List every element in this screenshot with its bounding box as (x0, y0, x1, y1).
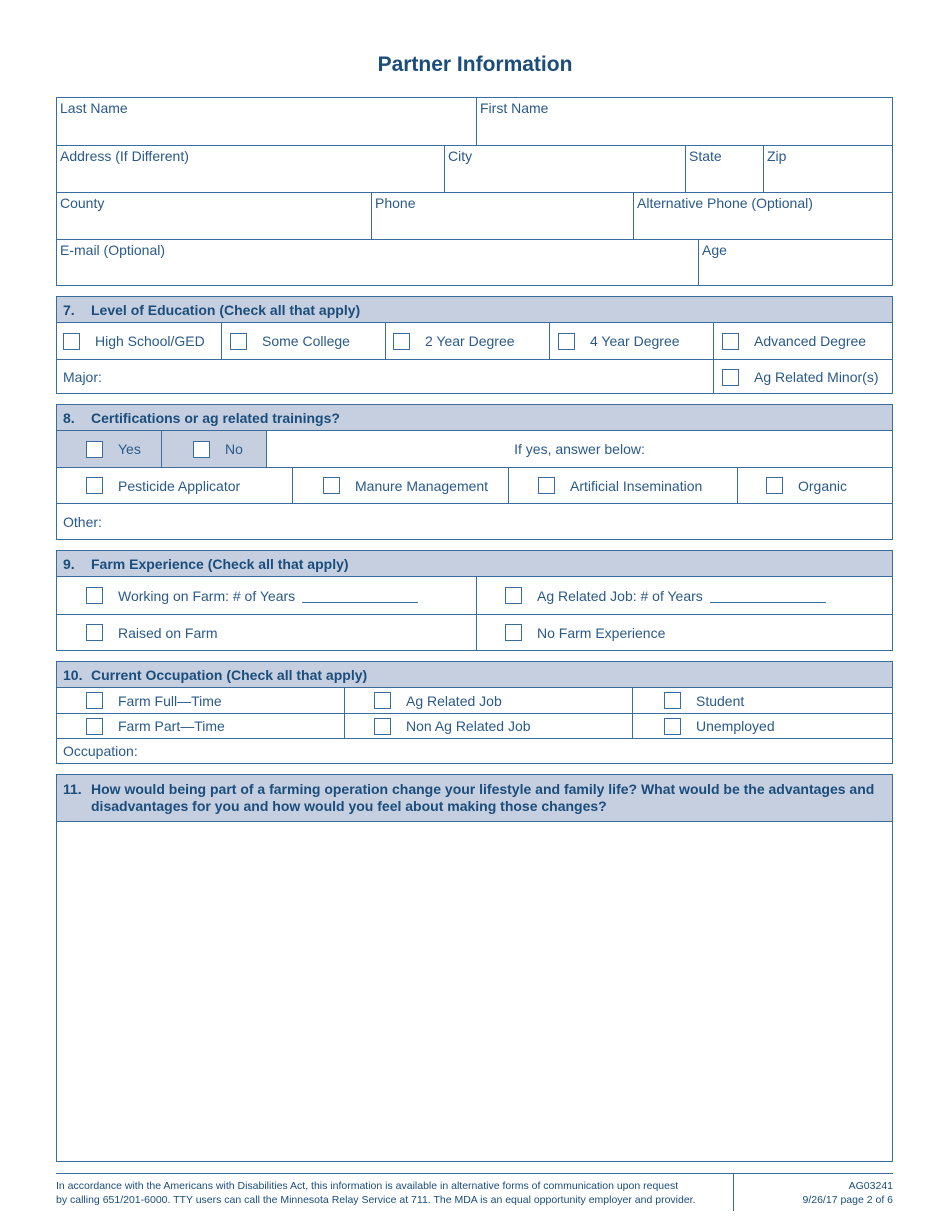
address-field[interactable] (57, 146, 444, 192)
footer-divider (733, 1174, 734, 1211)
phone-label: Phone (375, 195, 416, 211)
lifestyle-header (57, 775, 892, 821)
edu-option-label: Advanced Degree (754, 333, 867, 349)
checkbox[interactable] (193, 441, 210, 458)
checkbox[interactable] (86, 718, 103, 735)
edu-option-advanced[interactable] (713, 323, 892, 359)
city-field[interactable] (444, 146, 685, 192)
cert-other-field[interactable] (57, 504, 892, 539)
edu-option-4yr[interactable] (549, 323, 713, 359)
exp-raised-option[interactable] (57, 615, 476, 650)
checkbox[interactable] (393, 333, 410, 350)
occ-part-time[interactable] (57, 714, 344, 738)
first-name-label: First Name (480, 100, 549, 116)
occ-unemployed[interactable] (632, 714, 892, 738)
exp-working-option[interactable] (57, 577, 476, 614)
occ-option-label: Farm Full—Time (118, 692, 222, 709)
checkbox[interactable] (722, 369, 739, 386)
certifications-number: 8. (63, 409, 75, 426)
occ-ag-job[interactable] (344, 688, 632, 713)
checkbox[interactable] (86, 692, 103, 709)
cert-no-option[interactable] (161, 431, 266, 467)
occ-full-time[interactable] (57, 688, 344, 713)
first-name-field[interactable] (476, 98, 892, 145)
cert-other-label: Other: (63, 513, 102, 530)
zip-field[interactable] (763, 146, 892, 192)
cert-ai[interactable] (508, 468, 737, 503)
experience-heading: Farm Experience (Check all that apply) (91, 555, 349, 572)
lifestyle-question-line2: disadvantages for you and how would you feel about making those changes? (91, 798, 607, 814)
exp-agjob-option[interactable] (476, 577, 892, 614)
cert-yes-label: Yes (118, 441, 141, 457)
exp-none-option[interactable] (476, 615, 892, 650)
checkbox[interactable] (230, 333, 247, 350)
cert-option-label: Organic (798, 477, 848, 494)
age-field[interactable] (698, 240, 892, 285)
edu-option-label: 4 Year Degree (590, 333, 680, 349)
cert-manure[interactable] (292, 468, 508, 503)
ag-minor-label: Ag Related Minor(s) (754, 369, 879, 385)
state-field[interactable] (685, 146, 763, 192)
education-number: 7. (63, 301, 75, 318)
certifications-header (57, 405, 892, 430)
checkbox[interactable] (374, 692, 391, 709)
cert-option-label: Pesticide Applicator (118, 477, 241, 494)
lifestyle-question-line1: How would being part of a farming operation change your lifestyle and family life? What would be the advantages and (91, 781, 875, 797)
checkbox[interactable] (323, 477, 340, 494)
address-label: Address (If Different) (60, 148, 189, 164)
occ-student[interactable] (632, 688, 892, 713)
checkbox[interactable] (766, 477, 783, 494)
checkbox[interactable] (86, 477, 103, 494)
occupation-number: 10. (63, 666, 83, 683)
education-heading: Level of Education (Check all that apply) (91, 301, 361, 318)
lifestyle-number: 11. (63, 781, 82, 797)
checkbox[interactable] (664, 718, 681, 735)
checkbox[interactable] (86, 624, 103, 641)
experience-header (57, 551, 892, 576)
major-label: Major: (63, 369, 102, 385)
checkbox[interactable] (558, 333, 575, 350)
occupation-field[interactable] (57, 739, 892, 763)
edu-option-label: Some College (262, 333, 350, 349)
occupation-section (56, 661, 893, 764)
cert-organic[interactable] (737, 468, 892, 503)
checkbox[interactable] (538, 477, 555, 494)
cert-option-label: Artificial Insemination (570, 477, 703, 494)
zip-label: Zip (767, 148, 787, 164)
occupation-header (57, 662, 892, 687)
edu-option-label: High School/GED (95, 333, 205, 349)
agjob-years-field[interactable] (710, 588, 826, 603)
checkbox[interactable] (722, 333, 739, 350)
occ-option-label: Farm Part—Time (118, 718, 225, 734)
experience-number: 9. (63, 555, 75, 572)
cert-pesticide[interactable] (57, 468, 292, 503)
email-label: E-mail (Optional) (60, 242, 166, 258)
checkbox[interactable] (86, 441, 103, 458)
exp-none-label: No Farm Experience (537, 624, 666, 641)
if-yes-cell (266, 431, 892, 467)
exp-raised-label: Raised on Farm (118, 624, 218, 641)
exp-working-label: Working on Farm: # of Years (118, 587, 296, 604)
cert-yes-option[interactable] (57, 431, 161, 467)
working-years-field[interactable] (302, 588, 418, 603)
checkbox[interactable] (374, 718, 391, 735)
checkbox[interactable] (505, 624, 522, 641)
footer-ada-line2: by calling 651/201-6000. TTY users can call the Minnesota Relay Service at 711. The MDA is an equal opportunity employer and provider. (56, 1194, 696, 1206)
experience-section (56, 550, 893, 651)
last-name-label: Last Name (60, 100, 128, 116)
page-info: 9/26/17 page 2 of 6 (802, 1194, 893, 1206)
form-id: AG03241 (848, 1180, 893, 1192)
ag-minor-option[interactable] (713, 360, 892, 394)
checkbox[interactable] (664, 692, 681, 709)
lifestyle-answer-area[interactable] (57, 822, 892, 1161)
edu-option-label: 2 Year Degree (425, 333, 515, 349)
email-field[interactable] (57, 240, 698, 285)
cert-option-label: Manure Management (355, 477, 489, 494)
edu-option-some-college[interactable] (221, 323, 385, 359)
age-label: Age (702, 242, 727, 258)
state-label: State (689, 148, 722, 164)
checkbox[interactable] (63, 333, 80, 350)
alt-phone-label: Alternative Phone (Optional) (637, 195, 813, 211)
lifestyle-section (56, 774, 893, 1162)
last-name-field[interactable] (57, 98, 476, 145)
county-label: County (60, 195, 105, 211)
phone-field[interactable] (371, 193, 633, 239)
certifications-heading: Certifications or ag related trainings? (91, 409, 340, 426)
certifications-section (56, 404, 893, 540)
county-field[interactable] (57, 193, 371, 239)
occ-non-ag-job[interactable] (344, 714, 632, 738)
edu-option-2yr[interactable] (385, 323, 549, 359)
page-title: Partner Information (377, 53, 573, 76)
checkbox[interactable] (505, 587, 522, 604)
checkbox[interactable] (86, 587, 103, 604)
personal-info-table (56, 97, 893, 286)
education-section (56, 296, 893, 394)
major-field[interactable] (57, 360, 713, 394)
alt-phone-field[interactable] (633, 193, 892, 239)
footer (56, 1173, 893, 1212)
cert-no-label: No (225, 441, 243, 457)
if-yes-label: If yes, answer below: (514, 441, 645, 457)
education-header (57, 297, 892, 322)
occ-option-label: Ag Related Job (406, 692, 502, 709)
occ-option-label: Unemployed (696, 718, 775, 734)
occ-option-label: Non Ag Related Job (406, 718, 531, 734)
footer-ada-line1: In accordance with the Americans with Disabilities Act, this information is available in alternative forms of communication upon request (56, 1180, 679, 1192)
edu-option-hs[interactable] (57, 323, 221, 359)
occ-option-label: Student (696, 692, 745, 709)
occupation-label: Occupation: (63, 743, 138, 759)
exp-agjob-label: Ag Related Job: # of Years (537, 587, 703, 604)
occupation-heading: Current Occupation (Check all that apply) (91, 666, 368, 683)
city-label: City (448, 148, 473, 164)
